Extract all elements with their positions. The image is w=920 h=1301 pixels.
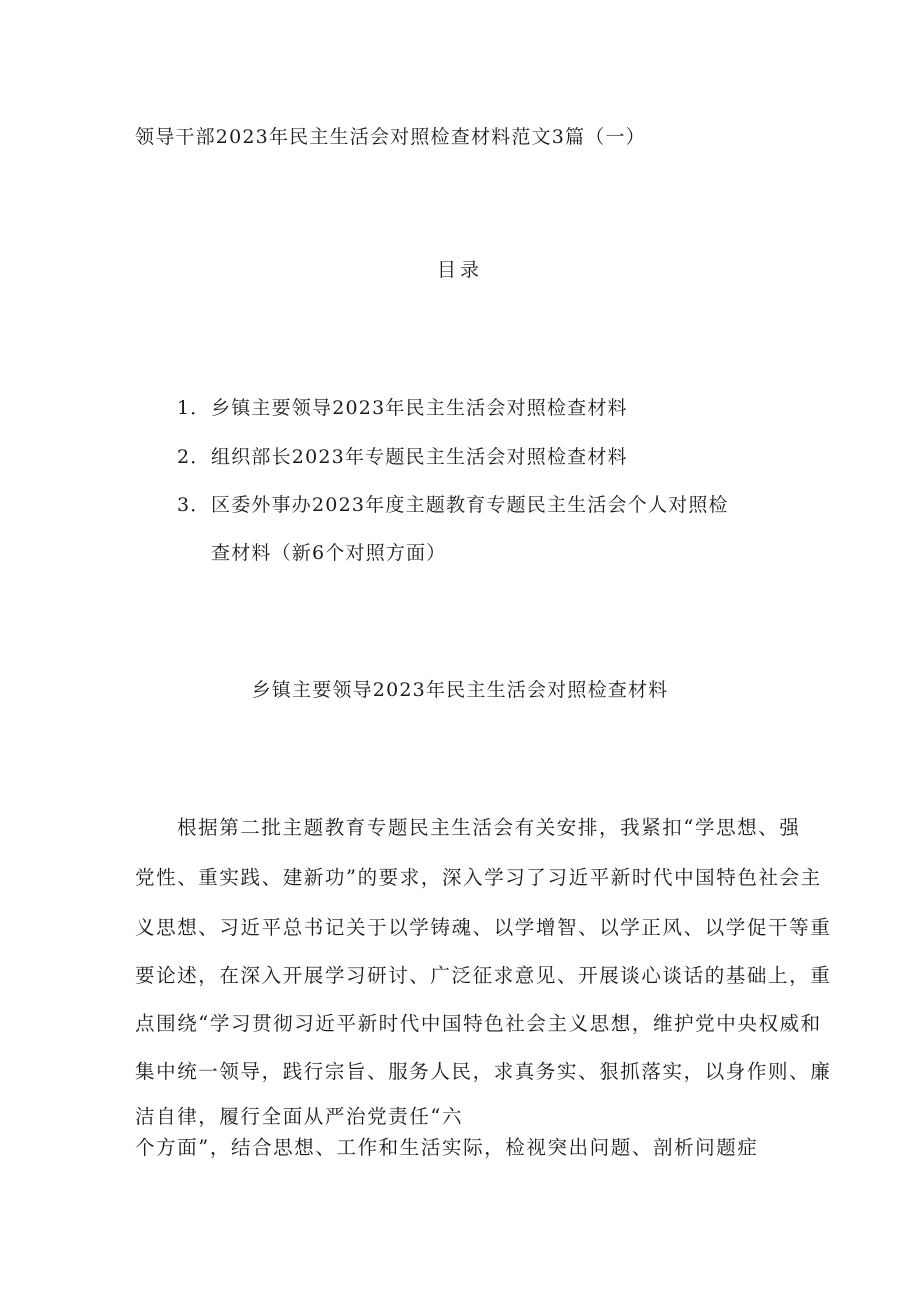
toc-item-1[interactable]	[177, 395, 628, 421]
paragraph-line: 点围绕“学习贯彻习近平新时代中国特色社会主义思想，维护党中央权威和	[135, 1012, 822, 1035]
paragraph-line: 要论述，在深入开展学习研讨、广泛征求意见、开展谈心谈话的基础上，重	[135, 964, 832, 987]
toc-item-text: 组织部长2023年专题民主生活会对照检查材料	[211, 446, 628, 468]
section-title: 乡镇主要领导2023年民主生活会对照检查材料	[251, 679, 669, 701]
toc-item-number: 1．	[177, 397, 211, 419]
toc-item-number: 3．	[177, 494, 211, 516]
paragraph-line: 洁自律，履行全面从严治党责任“六	[135, 1105, 464, 1128]
toc-item-number: 2．	[177, 446, 211, 468]
paragraph-line: 根据第二批主题教育专题民主生活会有关安排，我紧扣“学思想、强	[177, 816, 801, 839]
paragraph-line: 个方面”，结合思想、工作和生活实际，检视突出问题、剖析问题症	[135, 1136, 759, 1159]
toc-item-3-continuation[interactable]: 查材料（新6个对照方面）	[211, 542, 447, 564]
toc-item-3[interactable]	[177, 492, 729, 518]
toc-item-2[interactable]	[177, 444, 628, 470]
toc-item-text: 乡镇主要领导2023年民主生活会对照检查材料	[211, 397, 628, 419]
toc-heading: 目录	[436, 259, 483, 281]
paragraph-line: 党性、重实践、建新功”的要求，深入学习了习近平新时代中国特色社会主	[135, 866, 822, 889]
toc-item-text: 区委外事办2023年度主题教育专题民主生活会个人对照检	[211, 494, 729, 516]
paragraph-line: 义思想、习近平总书记关于以学铸魂、以学增智、以学正风、以学促干等重	[135, 916, 832, 939]
paragraph-line: 集中统一领导，践行宗旨、服务人民，求真务实、狠抓落实，以身作则、廉	[135, 1060, 832, 1083]
document-title: 领导干部2023年民主生活会对照检查材料范文3篇（一）	[135, 126, 646, 148]
